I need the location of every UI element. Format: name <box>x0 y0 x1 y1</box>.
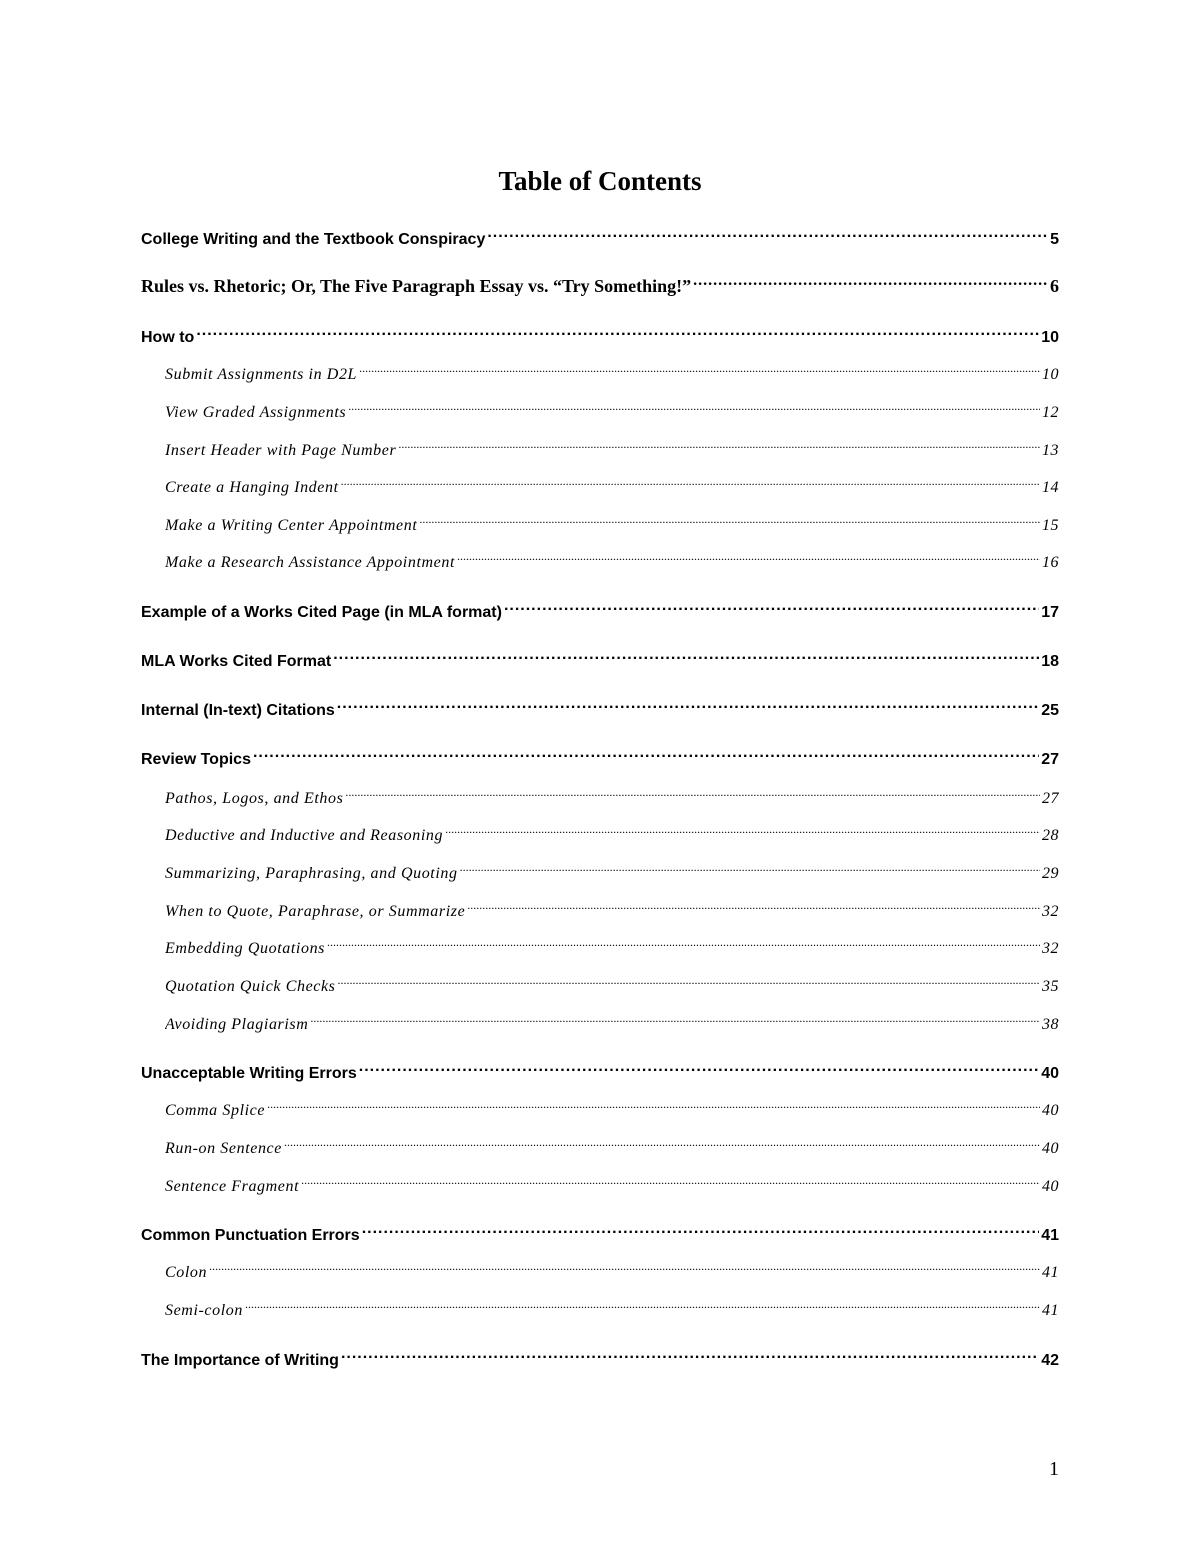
toc-entry-page-number: 17 <box>1041 604 1059 621</box>
dot-leader <box>359 1058 1039 1078</box>
dot-leader <box>341 472 1040 492</box>
toc-entry-page-number: 18 <box>1041 653 1059 670</box>
toc-entry-page-number: 16 <box>1042 554 1059 571</box>
dot-leader <box>196 322 1039 342</box>
toc-entry-label: Review Topics <box>141 751 251 768</box>
toc-entry[interactable] <box>141 695 1059 719</box>
toc-entry[interactable] <box>141 1220 1059 1244</box>
page-number: 1 <box>1049 1458 1059 1480</box>
toc-subentry[interactable] <box>165 783 1059 807</box>
dot-leader <box>253 744 1039 764</box>
toc-entry-page-number: 27 <box>1041 751 1059 768</box>
toc-entry-page-number: 40 <box>1042 1178 1059 1195</box>
toc-entry-label: Colon <box>165 1264 208 1281</box>
toc-entry-label: Unacceptable Writing Errors <box>141 1065 357 1082</box>
dot-leader <box>310 1009 1040 1029</box>
toc-entry-label: MLA Works Cited Format <box>141 653 332 670</box>
toc-entry-label: Summarizing, Paraphrasing, and Quoting <box>165 865 458 882</box>
toc-subentry[interactable] <box>165 1133 1059 1157</box>
toc-subentry[interactable] <box>165 397 1059 421</box>
toc-subentry[interactable] <box>165 1009 1059 1033</box>
toc-entry-page-number: 32 <box>1042 940 1059 957</box>
toc-entry-page-number: 25 <box>1041 702 1059 719</box>
toc-entry-label: Create a Hanging Indent <box>165 479 339 496</box>
toc-subentry[interactable] <box>165 359 1059 383</box>
toc-entry-page-number: 38 <box>1042 1016 1059 1033</box>
toc-subentry[interactable] <box>165 510 1059 534</box>
toc-entry-label: Example of a Works Cited Page (in MLA format) <box>141 604 502 621</box>
toc-entry-page-number: 10 <box>1042 366 1059 383</box>
toc-subentry[interactable] <box>165 472 1059 496</box>
toc-entry-page-number: 35 <box>1042 978 1059 995</box>
dot-leader <box>504 597 1039 617</box>
toc-entry-label: Submit Assignments in D2L <box>165 366 358 383</box>
dot-leader <box>267 1095 1040 1115</box>
toc-entry-label: Comma Splice <box>165 1102 266 1119</box>
toc-entry-label: How to <box>141 329 195 346</box>
dot-leader <box>693 272 1048 292</box>
toc-subentry[interactable] <box>165 971 1059 995</box>
dot-leader <box>359 359 1040 379</box>
toc-subentry[interactable] <box>165 1295 1059 1319</box>
toc-subentry[interactable] <box>165 1171 1059 1195</box>
toc-subentry[interactable] <box>165 858 1059 882</box>
toc-subentry[interactable] <box>165 547 1059 571</box>
toc-entry-page-number: 12 <box>1042 404 1059 421</box>
toc-entry[interactable] <box>141 322 1059 346</box>
toc-entry-page-number: 27 <box>1042 790 1059 807</box>
toc-entry-label: Avoiding Plagiarism <box>165 1016 309 1033</box>
dot-leader <box>284 1133 1040 1153</box>
toc-entry[interactable] <box>141 646 1059 670</box>
toc-entry-page-number: 32 <box>1042 903 1059 920</box>
toc-entry-label: Embedding Quotations <box>165 940 325 957</box>
toc-entry-page-number: 6 <box>1050 276 1059 296</box>
toc-entry-page-number: 13 <box>1042 442 1059 459</box>
dot-leader <box>209 1257 1040 1277</box>
toc-entry-label: Sentence Fragment <box>165 1178 300 1195</box>
dot-leader <box>338 971 1041 991</box>
toc-entry-page-number: 29 <box>1042 865 1059 882</box>
toc-entry[interactable] <box>141 597 1059 621</box>
toc-subentry[interactable] <box>165 896 1059 920</box>
dot-leader <box>457 547 1040 567</box>
toc-entry-label: Deductive and Inductive and Reasoning <box>165 827 444 844</box>
dot-leader <box>348 397 1040 417</box>
toc-entry-page-number: 28 <box>1042 827 1059 844</box>
toc-subentry[interactable] <box>165 933 1059 957</box>
dot-leader <box>419 510 1040 530</box>
dot-leader <box>460 858 1040 878</box>
dot-leader <box>398 435 1040 455</box>
dot-leader <box>301 1171 1040 1191</box>
toc-entry-label: Insert Header with Page Number <box>165 442 397 459</box>
toc-entry-page-number: 14 <box>1042 479 1059 496</box>
toc-entry-label: View Graded Assignments <box>165 404 347 421</box>
toc-entry-page-number: 40 <box>1041 1065 1059 1082</box>
toc-entry-label: The Importance of Writing <box>141 1352 339 1369</box>
toc-entry-label: When to Quote, Paraphrase, or Summarize <box>165 903 466 920</box>
toc-entry-label: Make a Writing Center Appointment <box>165 517 418 534</box>
toc-entry-page-number: 10 <box>1041 329 1059 346</box>
toc-entry-label: Rules vs. Rhetoric; Or, The Five Paragraph Essay vs. “Try Something!” <box>141 276 692 296</box>
toc-entry-page-number: 5 <box>1050 231 1059 248</box>
dot-leader <box>362 1220 1040 1240</box>
toc-entry-label: Run-on Sentence <box>165 1140 282 1157</box>
page-title: Table of Contents <box>498 166 702 196</box>
dot-leader <box>487 224 1048 244</box>
toc-entry-label: Pathos, Logos, and Ethos <box>165 790 344 807</box>
toc-subentry[interactable] <box>165 820 1059 844</box>
toc-entry-label: Make a Research Assistance Appointment <box>165 554 456 571</box>
dot-leader <box>333 646 1039 666</box>
toc-entry-page-number: 42 <box>1041 1352 1059 1369</box>
toc-subentry[interactable] <box>165 435 1059 459</box>
toc-entry[interactable] <box>141 224 1059 248</box>
toc-entry-label: Internal (In-text) Citations <box>141 702 335 719</box>
dot-leader <box>445 820 1040 840</box>
toc-entry-page-number: 41 <box>1042 1302 1059 1319</box>
toc-entry-label: Semi-colon <box>165 1302 243 1319</box>
dot-leader <box>327 933 1040 953</box>
toc-entry[interactable] <box>141 1058 1059 1082</box>
toc-subentry[interactable] <box>165 1095 1059 1119</box>
toc-entry-page-number: 41 <box>1041 1227 1059 1244</box>
toc-entry-page-number: 40 <box>1042 1140 1059 1157</box>
toc-entry-label: Quotation Quick Checks <box>165 978 336 995</box>
toc-entry-label: College Writing and the Textbook Conspiracy <box>141 231 486 248</box>
dot-leader <box>341 1345 1039 1365</box>
toc-entry[interactable] <box>141 1345 1059 1369</box>
toc-subentry[interactable] <box>165 1257 1059 1281</box>
dot-leader <box>467 896 1040 916</box>
dot-leader <box>337 695 1039 715</box>
toc-entry-page-number: 40 <box>1042 1102 1059 1119</box>
toc-entry-page-number: 15 <box>1042 517 1059 534</box>
toc-entry-page-number: 41 <box>1042 1264 1059 1281</box>
dot-leader <box>345 783 1040 803</box>
toc-entry-label: Common Punctuation Errors <box>141 1227 360 1244</box>
toc-entry[interactable] <box>141 272 1059 296</box>
toc-entry[interactable] <box>141 744 1059 768</box>
dot-leader <box>245 1295 1040 1315</box>
